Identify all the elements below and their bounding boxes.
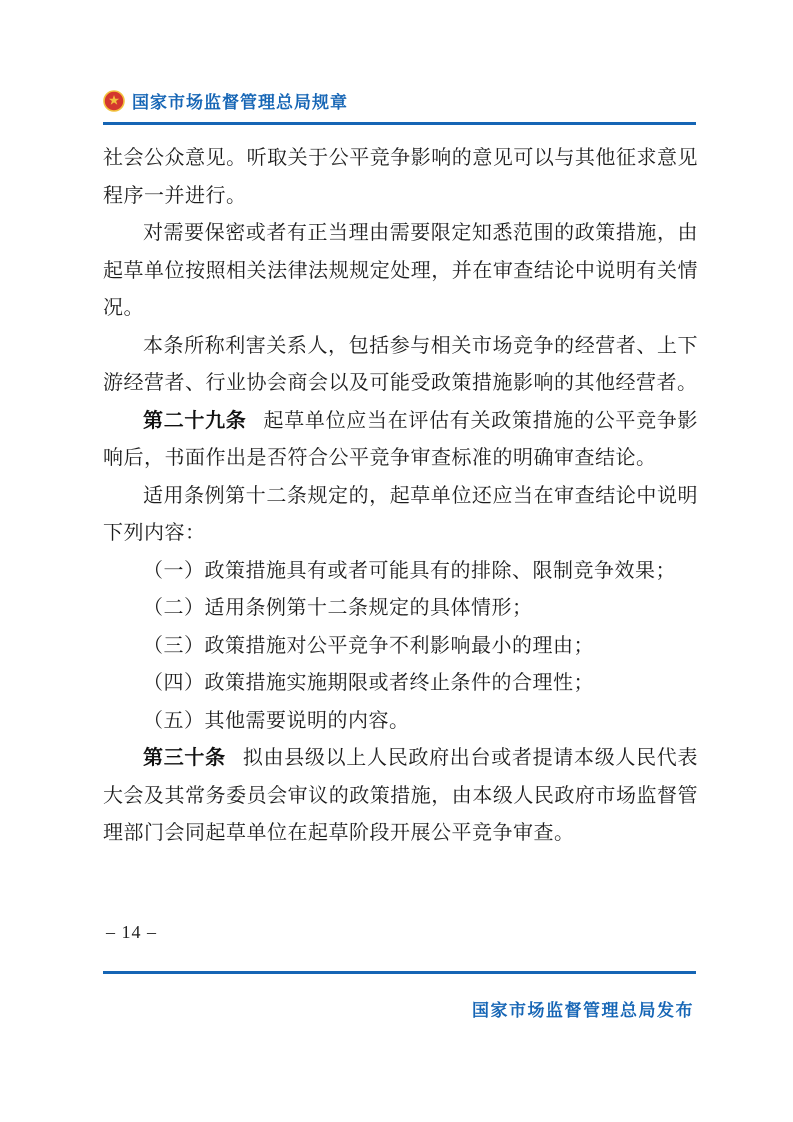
header-divider xyxy=(103,122,696,125)
article-number: 第二十九条 xyxy=(143,409,247,432)
list-item-3 xyxy=(103,628,698,666)
list-item-2 xyxy=(103,590,698,628)
footer-divider xyxy=(103,971,696,974)
paragraph-text: （一）政策措施具有或者可能具有的排除、限制竞争效果； xyxy=(143,559,676,582)
page-header xyxy=(103,88,696,113)
document-body xyxy=(103,140,698,853)
paragraph-text: （三）政策措施对公平竞争不利影响最小的理由； xyxy=(143,634,594,657)
paragraph-article-29 xyxy=(103,403,698,478)
paragraph xyxy=(103,478,698,553)
paragraph-text: 对需要保密或者有正当理由需要限定知悉范围的政策措施，由起草单位按照相关法律法规规定处理，并在审查结论中说明有关情况。 xyxy=(103,222,698,319)
paragraph-text: 适用条例第十二条规定的，起草单位还应当在审查结论中说明下列内容： xyxy=(103,484,698,544)
article-number: 第三十条 xyxy=(143,747,226,769)
paragraph-text: 社会公众意见。听取关于公平竞争影响的意见可以与其他征求意见程序一并进行。 xyxy=(103,147,698,207)
list-item-4 xyxy=(103,665,698,703)
paragraph-text: （四）政策措施实施期限或者终止条件的合理性； xyxy=(143,672,594,694)
paragraph-text: 起草单位应当在评估有关政策措施的公平竞争影响后，书面作出是否符合公平竞争审查标准的明确审查结论。 xyxy=(103,409,698,469)
list-item-1 xyxy=(103,553,698,591)
paragraph xyxy=(103,328,698,403)
header-title: 国家市场监督管理总局规章 xyxy=(132,93,348,112)
national-emblem-icon xyxy=(103,90,125,112)
publisher-label: 国家市场监督管理总局发布 xyxy=(472,1001,694,1020)
paragraph-text: （五）其他需要说明的内容。 xyxy=(143,709,410,732)
paragraph xyxy=(103,215,698,328)
paragraph-article-30 xyxy=(103,740,698,853)
paragraph-text: 本条所称利害关系人，包括参与相关市场竞争的经营者、上下游经营者、行业协会商会以及可能受政策措施影响的其他经营者。 xyxy=(103,334,698,394)
page-number: – 14 – xyxy=(106,922,157,942)
paragraph-text: 拟由县级以上人民政府出台或者提请本级人民代表大会及其常务委员会审议的政策措施，由本级人民政府市场监督管理部门会同起草单位在起草阶段开展公平竞争审查。 xyxy=(103,747,699,844)
paragraph-text: （二）适用条例第十二条规定的具体情形； xyxy=(143,597,533,619)
paragraph xyxy=(103,140,698,215)
list-item-5 xyxy=(103,703,698,741)
